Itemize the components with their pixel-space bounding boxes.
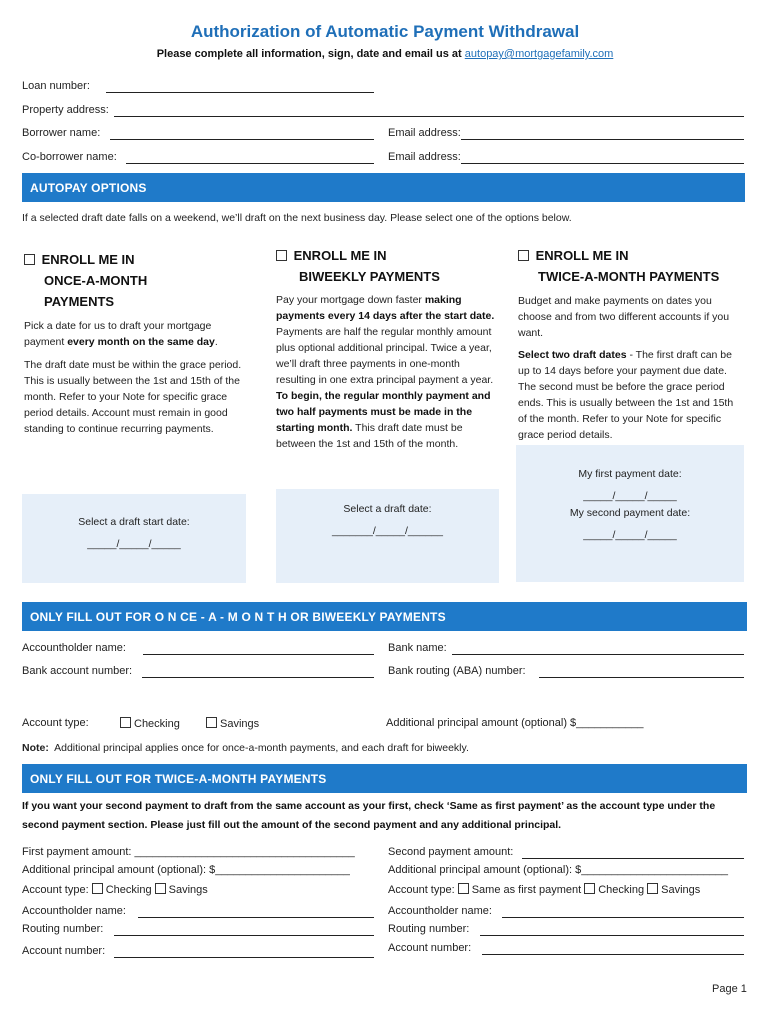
accountholder-name-field[interactable] <box>143 654 374 655</box>
option-twice-a-month <box>518 245 744 443</box>
once-paragraph-1: Pick a date for us to draft your mortgage payment every month on the same day. <box>24 320 218 348</box>
once-date-box <box>22 494 246 583</box>
second-date-field[interactable]: _____/_____/_____ <box>583 529 677 541</box>
first-date-label: My first payment date: <box>578 468 682 480</box>
second-additional-principal-field[interactable]: Additional principal amount (optional): $________________________ <box>388 864 729 876</box>
coborrower-name-label: Co-borrower name: <box>22 151 117 163</box>
savings-checkbox[interactable] <box>206 717 217 728</box>
same-as-first-checkbox[interactable] <box>458 883 469 894</box>
biweekly-date-label: Select a draft date: <box>343 503 432 515</box>
once-or-biweekly-bar: ONLY FILL OUT FOR O N CE - A - M O N T H OR BIWEEKLY PAYMENTS <box>22 602 747 631</box>
borrower-name-label: Borrower name: <box>22 127 101 139</box>
twice-instructions: If you want your second payment to draft from the same account as your first, check ‘Same as first payment’ as the account type under the second payment section. Please just fill out the amount of the second payment and any additional principal. <box>22 800 716 831</box>
once-head-3: PAYMENTS <box>44 294 115 309</box>
biweekly-head-2: BIWEEKLY PAYMENTS <box>299 269 440 284</box>
bank-account-field[interactable] <box>142 677 374 678</box>
bank-name-label: Bank name: <box>388 642 447 654</box>
form-title: Authorization of Automatic Payment Withdrawal <box>190 22 580 41</box>
biweekly-checkbox[interactable] <box>276 250 287 261</box>
additional-principal-field[interactable]: Additional principal amount (optional) $___________ <box>386 717 644 729</box>
twice-head-2: TWICE-A-MONTH PAYMENTS <box>538 269 720 284</box>
second-payment-amount-field[interactable] <box>522 858 744 859</box>
twice-head-1: ENROLL ME IN <box>535 248 629 263</box>
account-type-label: Account type: <box>22 717 89 729</box>
option-biweekly <box>276 245 498 452</box>
property-address-label: Property address: <box>22 104 109 116</box>
first-accountholder-label: Accountholder name: <box>22 905 126 917</box>
twice-paragraph-1: Budget and make payments on dates you choose and from two different accounts if you want. <box>518 295 730 339</box>
autopay-note: If a selected draft date falls on a weekend, we’ll draft on the next business day. Please select one of the options below. <box>22 212 572 224</box>
second-account-number-field[interactable] <box>482 954 744 955</box>
biweekly-date-field[interactable]: _______/_____/______ <box>332 525 443 537</box>
first-account-type: Account type: Checking Savings <box>22 884 208 896</box>
bank-account-label: Bank account number: <box>22 665 133 677</box>
second-routing-label: Routing number: <box>388 923 470 935</box>
first-date-field[interactable]: _____/_____/_____ <box>583 490 677 502</box>
once-a-month-checkbox[interactable] <box>24 254 35 265</box>
page-number: Page 1 <box>712 983 747 995</box>
second-accountholder-field[interactable] <box>502 917 744 918</box>
first-savings-checkbox[interactable] <box>155 883 166 894</box>
email-address-label: Email address: <box>388 127 461 139</box>
first-routing-field[interactable] <box>114 935 374 936</box>
autopay-options-bar: AUTOPAY OPTIONS <box>22 173 745 202</box>
biweekly-date-box <box>276 489 499 583</box>
once-date-label: Select a draft start date: <box>78 516 190 528</box>
second-routing-field[interactable] <box>480 935 744 936</box>
biweekly-paragraph: Pay your mortgage down faster making payments every 14 days after the start date. Payments are half the regular monthly amount plus optional additional principal. Twice a year, we’ll draft three payments in one-month resulting in one extra principal payment a year. To begin, the regular monthly payment and two half payments must be made in the starting month. This draft date must be between the 1st and 15th of the month. <box>276 294 495 450</box>
subtitle-text: Please complete all information, sign, date and email us at <box>156 48 462 60</box>
second-savings-checkbox[interactable] <box>647 883 658 894</box>
once-paragraph-2: The draft date must be within the grace period. This is usually between the 1st and 15th of the month. Refer to your Note for specific grace period details. Account must remain in good standing to continue recurring payments. <box>24 359 242 435</box>
twice-a-month-bar: ONLY FILL OUT FOR TWICE-A-MONTH PAYMENTS <box>22 764 747 793</box>
borrower-name-field[interactable] <box>110 139 374 140</box>
first-account-number-label: Account number: <box>22 945 106 957</box>
checking-checkbox[interactable] <box>120 717 131 728</box>
coborrower-email-label: Email address: <box>388 151 461 163</box>
second-account-type: Account type: Same as first payment Checking Savings <box>388 884 701 896</box>
first-additional-principal-field[interactable]: Additional principal amount (optional): $______________________ <box>22 864 350 876</box>
checking-option[interactable]: Checking <box>120 717 180 730</box>
second-checking-checkbox[interactable] <box>584 883 595 894</box>
form-subtitle <box>0 48 770 60</box>
once-head-1: ENROLL ME IN <box>41 252 135 267</box>
accountholder-name-label: Accountholder name: <box>22 642 126 654</box>
twice-a-month-checkbox[interactable] <box>518 250 529 261</box>
once-head-2: ONCE-A-MONTH <box>44 273 148 288</box>
once-date-field[interactable]: _____/_____/_____ <box>87 538 181 550</box>
first-account-number-field[interactable] <box>114 957 374 958</box>
twice-date-box <box>516 445 744 582</box>
option-once-a-month <box>24 249 244 437</box>
second-date-label: My second payment date: <box>569 507 691 519</box>
twice-paragraph-2: Select two draft dates - The first draft can be up to 14 days before your payment due date. The second must be before the grace period ends. This is usually between the 1st and 15th of the month. Refer to your Note for specific grace period details. <box>518 349 734 441</box>
loan-number-label: Loan number: <box>22 80 90 92</box>
routing-number-label: Bank routing (ABA) number: <box>388 665 526 677</box>
savings-option[interactable]: Savings <box>206 717 259 730</box>
coborrower-email-field[interactable] <box>461 163 744 164</box>
property-address-field[interactable] <box>114 116 744 117</box>
coborrower-name-field[interactable] <box>126 163 374 164</box>
section2-note: Note: Additional principal applies once for once-a-month payments, and each draft for biweekly. <box>22 742 469 754</box>
first-accountholder-field[interactable] <box>138 917 374 918</box>
biweekly-head-1: ENROLL ME IN <box>293 248 387 263</box>
second-accountholder-label: Accountholder name: <box>388 905 492 917</box>
bank-name-field[interactable] <box>452 654 744 655</box>
second-account-number-label: Account number: <box>388 942 472 954</box>
first-routing-label: Routing number: <box>22 923 104 935</box>
second-payment-amount-label: Second payment amount: <box>388 846 514 858</box>
email-address-field[interactable] <box>461 139 744 140</box>
first-checking-checkbox[interactable] <box>92 883 103 894</box>
first-payment-amount-field[interactable]: First payment amount: ____________________________________ <box>22 846 355 858</box>
loan-number-field[interactable] <box>106 92 374 93</box>
email-link[interactable]: autopay@mortgagefamily.com <box>464 48 614 60</box>
routing-number-field[interactable] <box>539 677 744 678</box>
